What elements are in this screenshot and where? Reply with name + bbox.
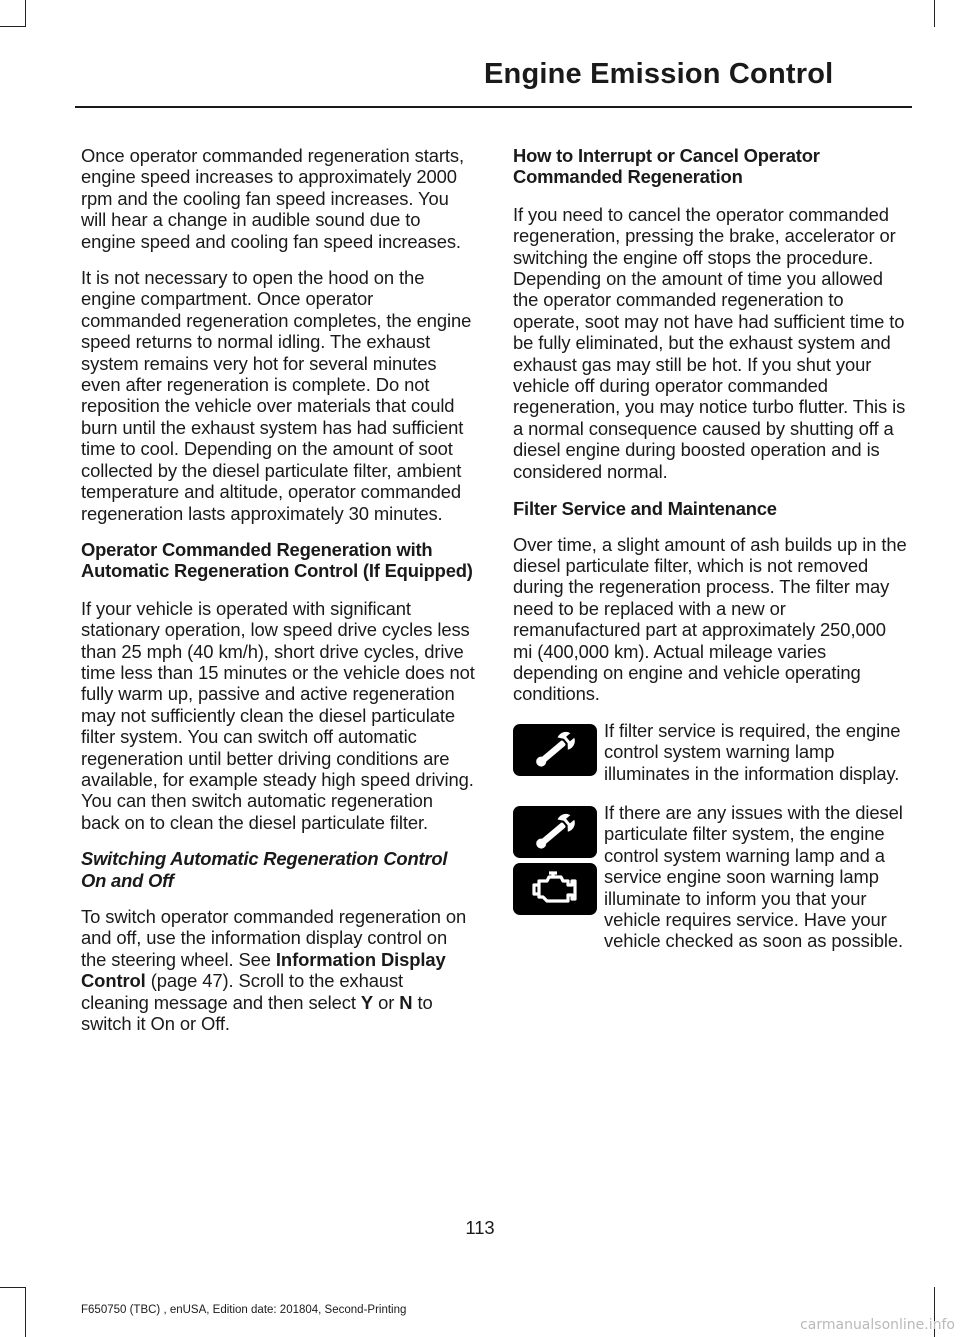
body-paragraph: If filter service is required, the engine control system warning lamp illuminates in the information display. (604, 719, 901, 784)
watermark: carmanualsonline.info (800, 1317, 955, 1333)
body-paragraph: It is not necessary to open the hood on the engine compartment. Once operator commanded regeneration completes, the engine speed returns to normal idling. The exhaust system remains very hot for several minutes even after regeneration is complete. Do not reposition the vehicle over materials that could burn until the exhaust system has had sufficient time to cool. Depending on the amount of soot collected by the diesel particulate filter, ambient temperature and altitude, operator commanded regeneration lasts approximately 30 minutes. (81, 267, 472, 524)
lamp-note (513, 720, 907, 784)
body-paragraph (81, 906, 475, 1034)
option-y: Y (360, 991, 374, 1013)
page-number: 113 (465, 1217, 495, 1238)
crop-mark (934, 0, 935, 27)
body-paragraph: If you need to cancel the operator commanded regeneration, pressing the brake, accelerator or switching the engine off stops the procedure. Depending on the amount of time you allowed the operator commanded regeneration to operate, soot may not have had sufficient time to be fully eliminated, but the exhaust system and exhaust gas may still be hot. If you shut your vehicle off during operator commanded regeneration, you may notice turbo flutter. This is a normal consequence caused by shutting off a diesel engine during boosted operation and is considered normal. (513, 203, 906, 482)
crop-mark (25, 1287, 26, 1337)
cross-reference-link[interactable]: Information Display Control (81, 948, 446, 992)
page-title: Engine Emission Control (484, 58, 834, 90)
right-column (513, 145, 907, 970)
body-paragraph: If your vehicle is operated with significant stationary operation, low speed drive cycles less than 25 mph (40 km/h), short drive cycles, drive time less than 15 minutes or the vehicle does not fully warm up, passive and active regeneration may not sufficiently clean the diesel particulate filter system. You can switch off automatic regeneration until better driving conditions are available, for example steady high speed driving. You can then switch automatic regeneration back on to clean the diesel particulate filter. (81, 597, 475, 833)
subsection-heading: Switching Automatic Regeneration Control On and Off (81, 848, 448, 891)
text-run: or (373, 991, 400, 1013)
section-heading: Operator Commanded Regeneration with Automatic Regeneration Control (If Equipped) (81, 538, 473, 582)
section-heading: How to Interrupt or Cancel Operator Commanded Regeneration (513, 145, 820, 188)
lamp-note (513, 802, 907, 952)
text-run: To switch operator commanded regeneration on and off, use the information display control on the steering wheel. See (81, 906, 467, 970)
body-paragraph: If there are any issues with the diesel particulate filter system, the engine control system warning lamp and a service engine soon warning lamp illuminate to inform you that your vehicle requires service. Have your vehicle checked as soon as possible. (604, 801, 904, 952)
crop-mark (25, 0, 26, 27)
edition-note: F650750 (TBC) , enUSA, Edition date: 201804, Second-Printing (81, 1304, 407, 1316)
option-n: N (399, 991, 413, 1013)
header-rule (75, 106, 912, 108)
text-run: to switch it On or Off. (81, 991, 433, 1035)
check-engine-icon (513, 863, 597, 915)
wrench-icon (513, 806, 597, 858)
wrench-icon (513, 724, 597, 776)
body-paragraph: Over time, a slight amount of ash builds up in the diesel particulate filter, which is not removed during the regeneration process. The filter may need to be replaced with a new or remanufactured part at approximately 250,000 mi (400,000 km). Actual mileage varies depending on engine and vehicle operating conditions. (513, 533, 907, 705)
section-heading: Filter Service and Maintenance (513, 498, 777, 520)
crop-mark (0, 26, 26, 27)
crop-mark (0, 1287, 26, 1288)
text-run: (page 47). Scroll to the exhaust cleaning message and then select (81, 970, 404, 1013)
body-paragraph: Once operator commanded regeneration starts, engine speed increases to approximately 2000 rpm and the cooling fan speed increases. You will hear a change in audible sound due to engine speed and cooling fan speed increases. (81, 145, 465, 252)
left-column (81, 145, 475, 1049)
